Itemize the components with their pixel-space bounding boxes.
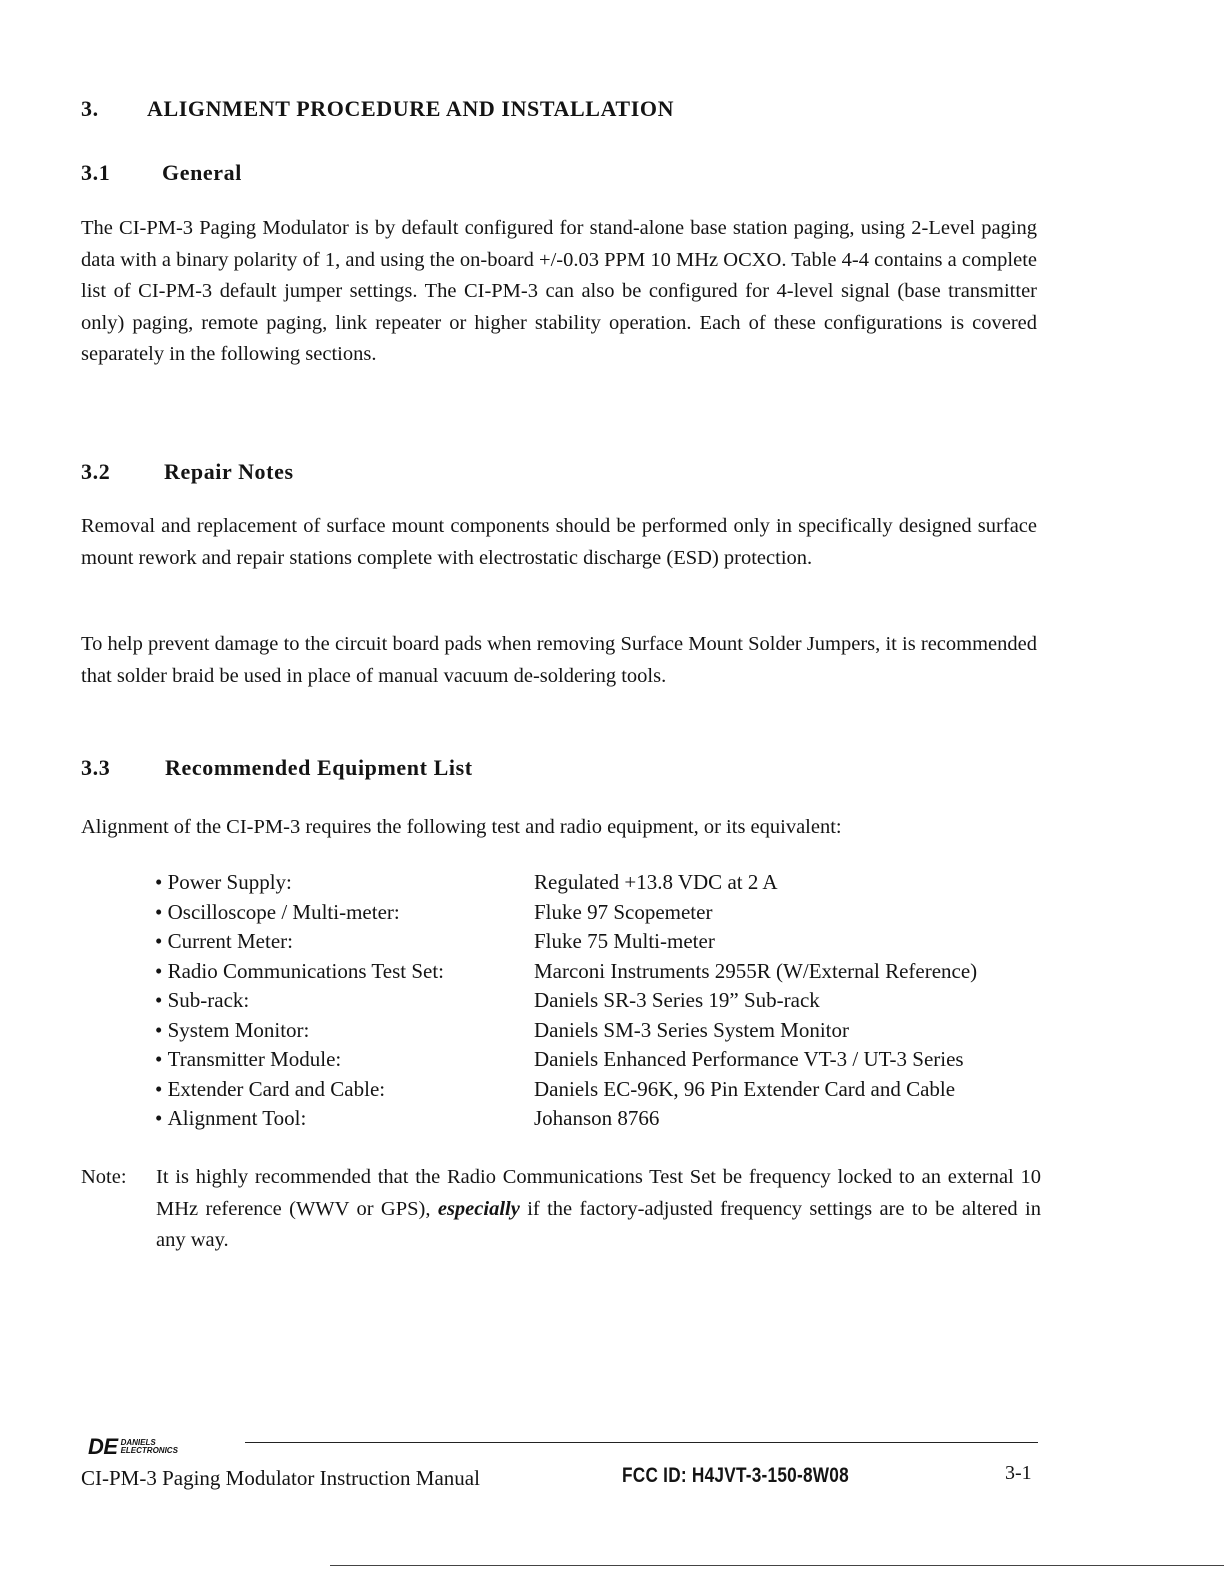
section-3-1-heading: [81, 160, 242, 186]
equipment-value: Daniels SM-3 Series System Monitor: [534, 1017, 849, 1042]
list-item: [155, 1016, 1045, 1046]
equipment-name: • Current Meter:: [155, 927, 534, 957]
footer-fcc-id: FCC ID: H4JVT-3-150-8W08: [622, 1464, 849, 1487]
equipment-name: • Radio Communications Test Set:: [155, 957, 534, 987]
repair-notes-paragraph-2: To help prevent damage to the circuit board pads when removing Surface Mount Solder Jumpers, it is recommended that solder braid be used in place of manual vacuum de-soldering tools.: [81, 633, 1037, 687]
repair-notes-paragraph-1: Removal and replacement of surface mount components should be performed only in specifically designed surface mount rework and repair stations complete with electrostatic discharge (ESD) protection.: [81, 515, 1037, 569]
section-title: Repair Notes: [164, 459, 294, 484]
list-item: [155, 868, 1045, 898]
section-title: Recommended Equipment List: [165, 755, 473, 780]
section-3-2-heading: [81, 459, 294, 485]
equipment-value: Daniels EC-96K, 96 Pin Extender Card and Cable: [534, 1076, 956, 1101]
list-item: [155, 1104, 1045, 1134]
note-block: [81, 1162, 1041, 1257]
footer-divider: [245, 1442, 1038, 1443]
list-item: [155, 957, 1045, 987]
list-item: [155, 898, 1045, 928]
equipment-list: [155, 868, 1045, 1134]
section-title: General: [162, 160, 242, 185]
logo-subtext: [121, 1439, 178, 1455]
equipment-name: • Sub-rack:: [155, 986, 534, 1016]
equipment-name: • Extender Card and Cable:: [155, 1075, 534, 1105]
list-item: [155, 927, 1045, 957]
equipment-name: • Oscilloscope / Multi-meter:: [155, 898, 534, 928]
company-logo: [88, 1434, 178, 1460]
equipment-name: • Transmitter Module:: [155, 1045, 534, 1075]
equipment-intro: Alignment of the CI-PM-3 requires the following test and radio equipment, or its equivalent:: [81, 816, 842, 838]
footer-manual-title: CI-PM-3 Paging Modulator Instruction Manual: [81, 1466, 480, 1490]
note-label: Note:: [81, 1166, 127, 1188]
note-emphasis: especially: [437, 1197, 520, 1220]
note-text: [156, 1162, 1041, 1257]
equipment-name: • Alignment Tool:: [155, 1104, 534, 1134]
section-title: ALIGNMENT PROCEDURE AND INSTALLATION: [147, 96, 675, 121]
equipment-value: Marconi Instruments 2955R (W/External Reference): [534, 958, 978, 983]
list-item: [155, 1045, 1045, 1075]
logo-line-1: DANIELS: [120, 1438, 156, 1447]
equipment-value: Regulated +13.8 VDC at 2 A: [534, 870, 778, 894]
section-number: 3.2: [81, 459, 111, 484]
note-text-after: if the factory-adjusted frequency settings are to be altered in any way.: [156, 1197, 1041, 1251]
equipment-value: Daniels Enhanced Performance VT-3 / UT-3 Series: [534, 1047, 964, 1071]
section-number: 3.3: [81, 755, 111, 780]
logo-mark: DE: [88, 1434, 118, 1459]
page-number: 3-1: [1005, 1462, 1032, 1484]
equipment-name: • System Monitor:: [155, 1016, 534, 1046]
section-3-heading: [81, 96, 674, 122]
equipment-value: Daniels SR-3 Series 19” Sub-rack: [534, 988, 820, 1012]
equipment-name: • Power Supply:: [155, 868, 534, 898]
equipment-value: Fluke 75 Multi-meter: [534, 929, 715, 953]
section-number: 3.1: [81, 160, 111, 185]
section-number: 3.: [81, 96, 99, 121]
section-3-3-heading: [81, 755, 473, 781]
equipment-value: Johanson 8766: [534, 1106, 660, 1130]
list-item: [155, 1075, 1045, 1105]
equipment-value: Fluke 97 Scopemeter: [534, 899, 713, 924]
scan-edge-line: [330, 1565, 1224, 1566]
list-item: [155, 986, 1045, 1016]
logo-line-2: ELECTRONICS: [120, 1446, 178, 1455]
general-paragraph: The CI-PM-3 Paging Modulator is by default configured for stand-alone base station paging, using 2-Level paging data with a binary polarity of 1, and using the on-board +/-0.03 PPM 10 MHz OCXO. Table 4-4 contains a complete list of CI-PM-3 default jumper settings. The CI-PM-3 can also be configured for 4-level signal (base transmitter only) paging, remote paging, link repeater or higher stability operation. Each of these configurations is covered separately in the following sections.: [81, 217, 1037, 365]
note-text-before: It is highly recommended that the Radio Communications Test Set be frequency locked to an external 10 MHz reference (WWV or GPS),: [156, 1166, 1041, 1220]
